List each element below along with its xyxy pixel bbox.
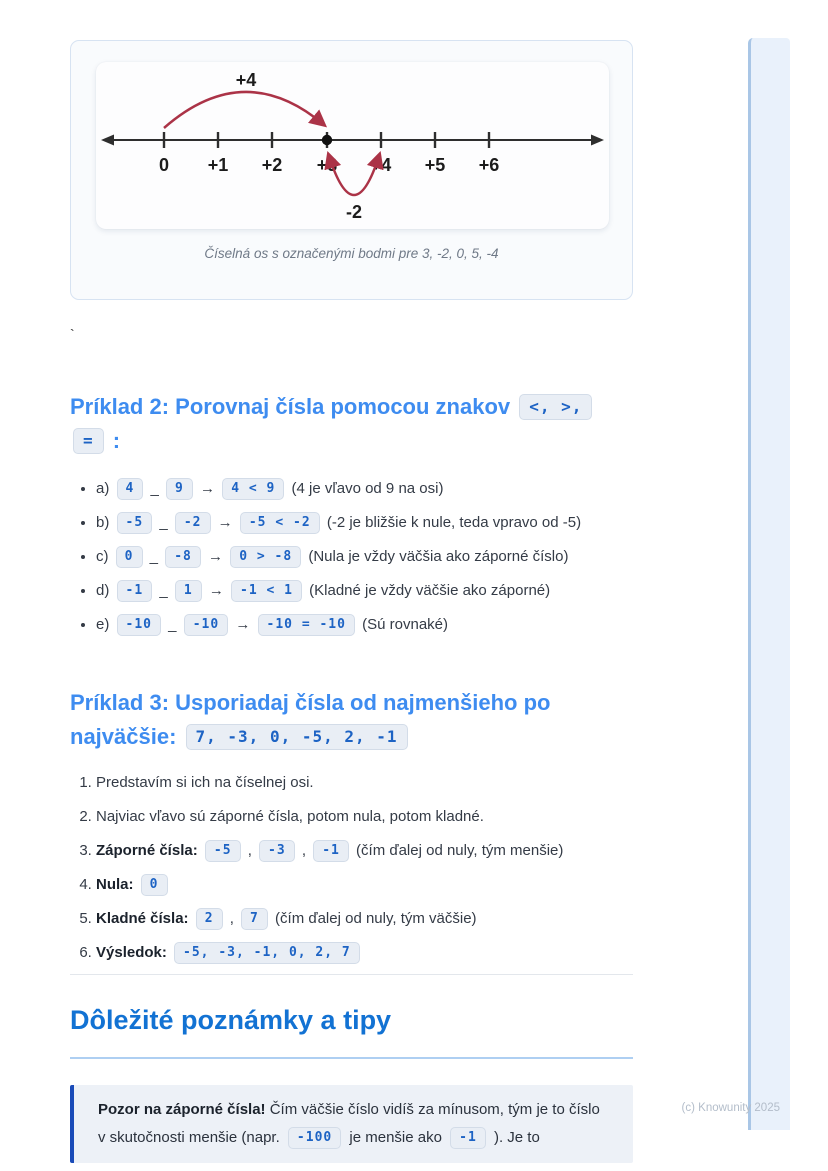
list-item: • c) 0 _ -8 → 0 > -8 (Nula je vždy väčšia ako záporné číslo) <box>96 540 633 574</box>
svg-text:0: 0 <box>158 155 170 175</box>
section-divider <box>70 974 633 975</box>
number-line-diagram <box>96 62 609 229</box>
list-item: 2. Najviac vľavo sú záporné čísla, potom nula, potom kladné. <box>96 800 633 834</box>
axis-arrow-left-icon <box>101 135 114 146</box>
list-item: • a) 4 _ 9 → 4 < 9 (4 je vľavo od 9 na osi) <box>96 472 633 506</box>
figure-card <box>70 40 633 300</box>
warning-callout: Pozor na záporné čísla! Čím väčšie číslo vidíš za mínusom, tým je to číslo v skutočnosti menšie (napr. -100 je menšie ako -1 ). Je to <box>70 1085 633 1163</box>
list-item: • b) -5 _ -2 → -5 < -2 (-2 je bližšie k nule, teda vpravo od -5) <box>96 506 633 540</box>
plus-four-label: +4 <box>235 70 257 90</box>
figure-caption: Číselná os s označenými bodmi pre 3, -2, 0, 5, -4 <box>204 246 499 261</box>
point-dot <box>322 135 332 145</box>
plus-four-arc <box>164 92 323 128</box>
svg-text:+5: +5 <box>424 155 446 175</box>
list-item: 6. Výsledok: -5, -3, -1, 0, 2, 7 <box>96 936 633 970</box>
minus-two-label: -2 <box>345 202 363 222</box>
content-column <box>70 0 633 1163</box>
svg-text:+3: +3 <box>316 155 338 175</box>
ordering-steps-list <box>70 766 633 970</box>
list-item: 5. Kladné čísla: 2 , 7 (čím ďalej od nuly, tým väčšie) <box>96 902 633 936</box>
list-item: • e) -10 _ -10 → -10 = -10 (Sú rovnaké) <box>96 608 633 642</box>
svg-text:+2: +2 <box>261 155 283 175</box>
svg-text:+4: +4 <box>370 155 392 175</box>
list-item: 4. Nula: 0 <box>96 868 633 902</box>
list-item: 1. Predstavím si ich na číselnej osi. <box>96 766 633 800</box>
number-line-panel <box>96 62 609 229</box>
stray-backtick: ` <box>70 326 75 342</box>
heading-priklad-2: Príklad 2: Porovnaj čísla pomocou znakov <, >, = : <box>70 390 633 458</box>
copyright-note: (c) Knowunity 2025 <box>681 1102 780 1114</box>
axis-arrow-right-icon <box>591 135 604 146</box>
svg-text:+1: +1 <box>207 155 229 175</box>
scrollbar-track[interactable] <box>748 38 790 1130</box>
list-item: 3. Záporné čísla: -5 , -3 , -1 (čím ďalej od nuly, tým menšie) <box>96 834 633 868</box>
heading-dolezite-poznamky: Dôležité poznámky a tipy <box>70 1003 633 1059</box>
comparison-list <box>70 472 633 642</box>
list-item: • d) -1 _ 1 → -1 < 1 (Kladné je vždy väčšie ako záporné) <box>96 574 633 608</box>
svg-text:+6: +6 <box>478 155 500 175</box>
heading-priklad-3: Príklad 3: Usporiadaj čísla od najmenšieho po najväčšie: 7, -3, 0, -5, 2, -1 <box>70 690 551 749</box>
